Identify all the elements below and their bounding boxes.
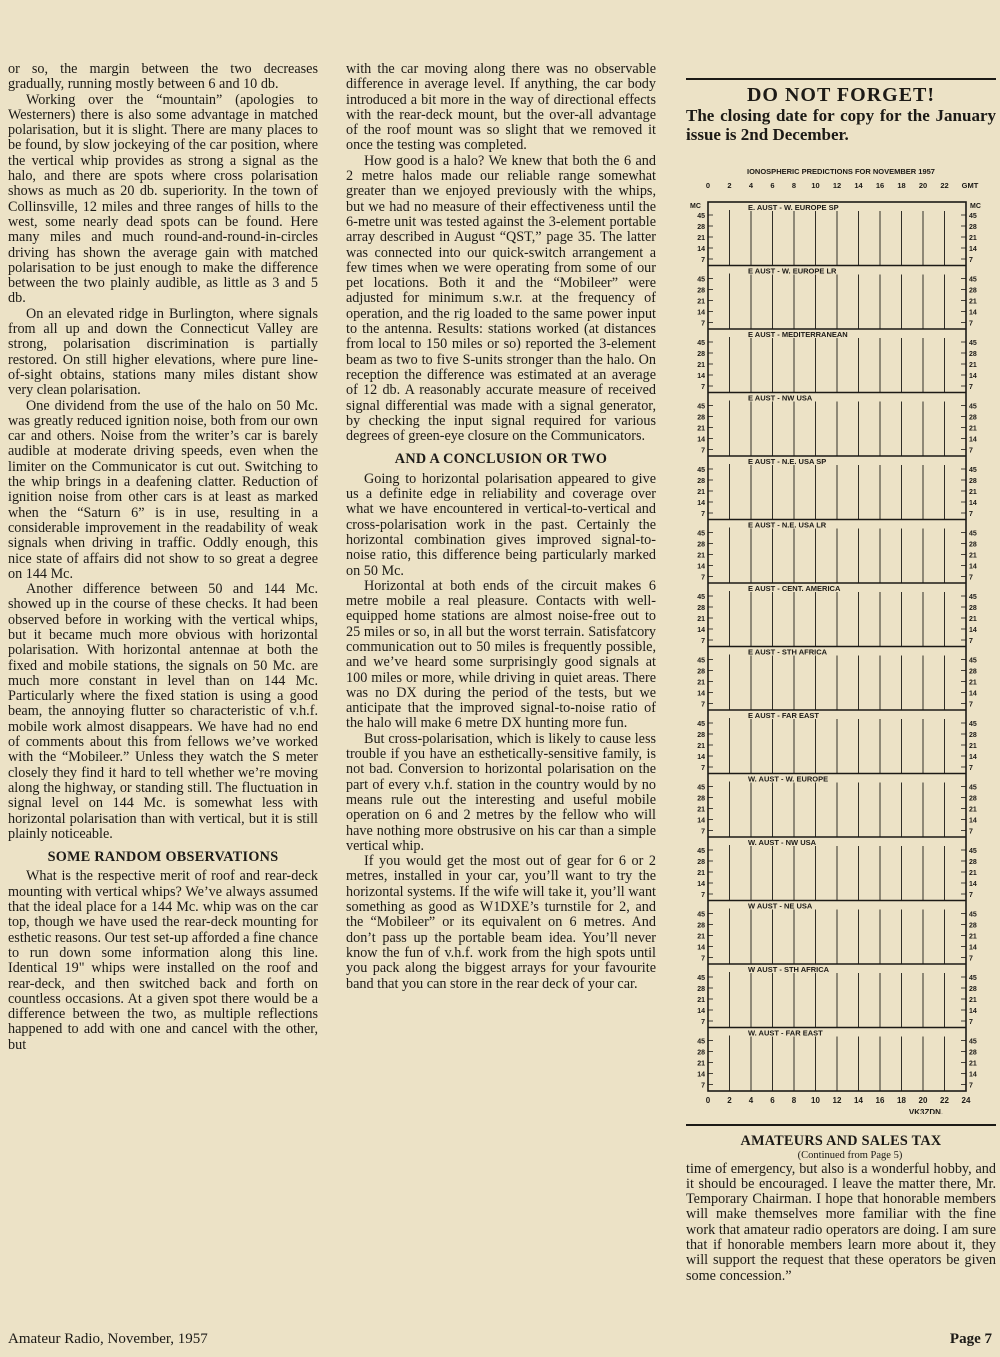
y-tick-label-left: 28 — [697, 224, 705, 231]
y-tick-label-left: 28 — [697, 986, 705, 993]
y-tick-label-left: 21 — [697, 870, 705, 877]
y-tick-label-right: 45 — [969, 721, 977, 728]
panel-route-label: E AUST - MEDITERRANEAN — [748, 330, 848, 339]
y-tick-label-right: 14 — [969, 500, 977, 507]
continued-note: (Continued from Page 5) — [797, 1149, 903, 1161]
y-tick-label-right: 7 — [969, 447, 973, 455]
column-1 — [8, 62, 318, 1053]
y-tick-label-right: 21 — [969, 425, 977, 433]
y-tick-label-left: 45 — [697, 276, 705, 284]
x-tick-label-top: 4 — [748, 181, 754, 190]
y-tick-label-right: 45 — [969, 530, 977, 538]
y-tick-label-right: 7 — [969, 828, 973, 836]
y-tick-label-left: 14 — [697, 1071, 705, 1079]
y-tick-label-left: 28 — [697, 605, 705, 612]
panel-route-label: W AUST - STH AFRICA — [748, 965, 830, 974]
y-tick-label-right: 45 — [969, 276, 977, 284]
panel-route-label: W. AUST - NW USA — [748, 838, 817, 847]
y-tick-label-left: 45 — [697, 1038, 705, 1046]
x-tick-label-bottom: 4 — [748, 1096, 754, 1105]
y-tick-label-left: 45 — [697, 848, 705, 855]
y-tick-label-right: 7 — [969, 384, 973, 391]
chart-title: IONOSPHERIC PREDICTIONS FOR NOVEMBER 1957 — [747, 167, 935, 176]
y-tick-label-left: 7 — [701, 638, 705, 645]
y-tick-label-left: 7 — [701, 320, 705, 328]
paragraph: Going to horizontal polarisation appeared to give us a definite edge in reliability and coverage over what we have encountered in vertical-to-vertical and cross-polarisation work in the past. Certainly the horizontal combination gives improved signal-to-noise ratio, this difference being particularly marked on 50 Mc. — [346, 470, 656, 579]
y-tick-label-right: 28 — [969, 859, 977, 866]
paragraph: with the car moving along there was no observable difference in average level. If anything, the car body introduced a bit more in the way of directional effects with the rear-deck mount, but the over-all advantage of the roof mount was so slight that we removed it once the testing was completed. — [346, 61, 656, 154]
y-tick-label-right: 14 — [969, 1071, 977, 1079]
x-tick-label-top: 10 — [811, 181, 820, 190]
y-tick-label-left: 28 — [697, 541, 705, 549]
y-tick-label-left: 45 — [697, 657, 705, 665]
notice-title: DO NOT FORGET! — [746, 84, 936, 106]
x-tick-label-top: 16 — [875, 181, 885, 190]
paragraph: If you would get the most out of gear for 6 or 2 metres, installed in your car, you’ll want to try the horizontal systems. If the wife will take it, you’ll want something as good as W1DXE’s turnstile for 2, and the “Mobileer” or its equivalent on 6 metres. And don’t pass up the portable beam idea. You’ll never know the fun of v.h.f. work from the high spots until you pack along the biggest arrays for your favourite band that you can store in the rear deck of your car. — [346, 853, 656, 992]
x-tick-label-top: 14 — [854, 181, 863, 190]
y-tick-label-left: 21 — [697, 425, 705, 433]
paragraph: Another difference between 50 and 144 Mc. showed up in the course of these checks. It had been observed before in working with the vertical whips, but it became much more obvious with horizontal polarisation. With horizontal antennae at both the fixed and mobile stations, the signals on 50 Mc. are much more constant in level than on 144 Mc. Particularly where the fixed station is using a good beam, the annoying flutter so characteristic of v.h.f. mobile work almost disappears. We have had no end of comments about this from fellows we’ve worked with the “Mobileer.” Unless they watch the S meter closely they find it hard to tell whether we’re moving along the highway, or standing still. The fluctuation in signal level on 144 Mc. is somewhat less with horizontal polarisation than with vertical, but it is still plainly noticeable. — [8, 581, 318, 842]
y-tick-label-left: 7 — [701, 257, 705, 264]
y-tick-label-right: 7 — [969, 765, 973, 772]
paragraph: How good is a halo? We knew that both the 6 and 2 metre halos made our reliable range somewhat greater than we enjoyed previously with the whips, but we had no measure of their effectiveness until the 6-metre unit was tested against the 3-element portable array described in August “QST,” page 35. The latter was connected into our quick-switch arrangement a few times when we were operating from some of our pet locations. Both it and the “Mobileer” were adjusted for minimum s.w.r. at the frequency of operation, and the rig loaded to the same power input to the antenna. Results: stations worked (at distances from local to 150 miles or so) reported the 3-element beam as two to five S-units stronger than the halo. On reception the difference was estimated at an average of 12 db. A reasonably accurate measure of received signal differential was made with a signal generator, by checking the input signal required for various degrees of green-eye closure on the Communicators. — [346, 152, 656, 445]
x-tick-label-bottom: 24 — [961, 1096, 971, 1105]
paragraph: time of emergency, but also is a wonderful hobby, and it should be encouraged. I leave the matter there, Mr. Temporary Chairman. I hope that honorable members will make themselves more familiar with the fine work that amateur radio operators are doing. I am sure that if honorable members learn more about it, they will support the request that these operators be given some concession.” — [686, 1160, 996, 1284]
y-tick-label-right: 45 — [969, 848, 977, 855]
y-tick-label-right: 21 — [969, 997, 977, 1004]
x-tick-label-top: 8 — [791, 181, 797, 190]
y-tick-label-left: 21 — [697, 933, 705, 941]
y-tick-label-left: 21 — [697, 1060, 705, 1068]
y-tick-label-right: 14 — [969, 754, 977, 761]
paragraph: On an elevated ridge in Burlington, where signals from all up and down the Connecticut Valley are strong, polarisation discrimination is partially restored. On still higher elevations, where pure line-of-sight obtains, stations many miles distant show very clean polarisation. — [8, 305, 318, 399]
x-tick-label-top: 0 — [705, 181, 711, 190]
y-tick-label-left: 7 — [701, 511, 705, 518]
paragraph: Horizontal at both ends of the circuit makes 6 metre mobile a real pleasure. Contacts with well-equipped home stations are almost noise-free out to 25 miles or so, in all but the worst terrain. Satisfatcory communication out to 50 miles is frequently possible, and we’ve heard some surprisingly good signals at 100 miles or more, while driving in quiet areas. There was no DX during the period of the tests, but we anticipate that the improved signal-to-noise ratio of the halo will make 6 metre DX hunting more fun. — [346, 577, 656, 732]
ionospheric-chart-svg — [686, 164, 996, 1114]
x-tick-label-bottom: 20 — [918, 1096, 928, 1105]
y-tick-label-right: 7 — [969, 701, 973, 709]
y-tick-label-left: 14 — [697, 817, 705, 825]
y-tick-label-right: 28 — [969, 414, 977, 422]
y-tick-label-left: 45 — [697, 911, 705, 919]
x-tick-label-top: 20 — [918, 181, 928, 190]
y-tick-label-right: 28 — [969, 986, 977, 993]
section-heading: AND A CONCLUSION OR TWO — [394, 451, 608, 468]
y-tick-label-left: 21 — [697, 235, 705, 242]
y-tick-label-right: 28 — [969, 351, 977, 358]
y-tick-label-left: 14 — [697, 500, 705, 507]
y-tick-label-left: 14 — [697, 754, 705, 761]
x-tick-label-bottom: 2 — [727, 1096, 732, 1105]
y-tick-label-right: 14 — [969, 817, 977, 825]
y-tick-label-left: 28 — [697, 478, 705, 485]
y-tick-label-left: 7 — [701, 574, 705, 582]
y-tick-label-left: 28 — [697, 414, 705, 422]
x-tick-label-top: 22 — [940, 181, 949, 190]
panel-route-label: E AUST - CENT. AMERICA — [748, 584, 841, 593]
x-tick-label-bottom: 18 — [897, 1096, 906, 1105]
y-tick-label-right: 45 — [969, 403, 977, 411]
panel-route-label: E AUST - W. EUROPE LR — [748, 266, 837, 276]
y-tick-label-left: 21 — [697, 298, 705, 306]
y-tick-label-right: 28 — [969, 287, 977, 295]
y-tick-label-left: 28 — [697, 795, 705, 803]
y-tick-label-left: 21 — [697, 743, 705, 750]
y-tick-label-right: 14 — [969, 944, 977, 952]
y-tick-label-right: 7 — [969, 638, 973, 645]
paragraph: Working over the “mountain” (apologies to Westerners) there is also some advantage in matched polarisation, but it is slight. There are many places to be found, by slow jockeying of the car position, where the vertical whip provides as strong a signal as the halo, and there are spots where cross polarisation shows as much as 20 db. superiority. In the town of Collinsville, 12 miles and three ranges of hills to the west, some nearly dead spots can be found. Here many miles and much round-and-round-in-circles driving has shown the average gain with matched polarisation to be just enough to make the difference between the two plainly audible, as little as 3 and 5 db. — [8, 91, 318, 307]
paragraph: What is the respective merit of roof and rear-deck mounting with vertical whips? We’ve always assumed that the ideal place for a 144 Mc. whip was on the car top, though we have used the rear-deck mounting for esthetic reasons. Our test set-up afforded a fine chance to run down some information along this line. Identical 19" whips were installed on the roof and rear-deck, and then switched back and forth on countless occasions. At a given spot there would be a difference between the two, as multiple reflections happened to add with one and cancel with the other, but — [8, 868, 318, 1053]
y-tick-label-right: 7 — [969, 257, 973, 264]
y-tick-label-right: 14 — [969, 309, 977, 317]
y-tick-label-right: 7 — [969, 574, 973, 582]
y-tick-label-left: 45 — [697, 340, 705, 347]
y-tick-label-right: 7 — [969, 955, 973, 963]
y-tick-label-right: 45 — [969, 911, 977, 919]
y-tick-label-left: 45 — [697, 403, 705, 411]
y-tick-label-right: 45 — [969, 1038, 977, 1046]
y-tick-label-right: 14 — [969, 881, 977, 888]
y-tick-label-left: 45 — [697, 467, 705, 474]
y-tick-label-right: 21 — [969, 489, 977, 496]
y-tick-label-left: 14 — [697, 690, 705, 698]
x-tick-label-top: 12 — [832, 181, 842, 190]
y-tick-label-right: 45 — [969, 784, 977, 792]
y-tick-label-left: 28 — [697, 732, 705, 739]
y-tick-label-right: 21 — [969, 616, 977, 623]
y-tick-label-left: 45 — [697, 594, 705, 601]
section-heading: SOME RANDOM OBSERVATIONS — [47, 849, 279, 866]
y-tick-label-right: 45 — [969, 594, 977, 601]
x-tick-label-bottom: 16 — [875, 1096, 885, 1105]
x-tick-label-bottom: 14 — [854, 1096, 863, 1105]
panel-route-label: W AUST - NE USA — [748, 901, 813, 911]
y-tick-label-right: 28 — [969, 478, 977, 485]
y-tick-label-right: 21 — [969, 806, 977, 814]
y-tick-label-left: 14 — [697, 944, 705, 952]
y-tick-label-right: 28 — [969, 541, 977, 549]
y-unit-label-right: MC — [970, 203, 981, 210]
y-tick-label-left: 7 — [701, 828, 705, 836]
y-tick-label-left: 28 — [697, 287, 705, 295]
y-tick-label-right: 7 — [969, 320, 973, 328]
y-tick-label-left: 7 — [701, 701, 705, 709]
y-tick-label-right: 14 — [969, 436, 977, 444]
y-tick-label-left: 14 — [697, 881, 705, 888]
y-tick-label-left: 28 — [697, 351, 705, 358]
x-tick-label-bottom: 12 — [832, 1096, 842, 1105]
y-tick-label-left: 14 — [697, 436, 705, 444]
y-tick-label-right: 21 — [969, 933, 977, 941]
y-tick-label-left: 28 — [697, 1049, 705, 1057]
y-tick-label-right: 45 — [969, 467, 977, 474]
footer-page-number: Page 7 — [949, 1331, 992, 1347]
x-tick-label-top: 2 — [727, 181, 732, 190]
y-tick-label-right: 28 — [969, 1049, 977, 1057]
y-tick-label-left: 45 — [697, 213, 705, 220]
y-tick-label-right: 21 — [969, 743, 977, 750]
y-tick-label-right: 45 — [969, 975, 977, 982]
y-tick-label-left: 14 — [697, 627, 705, 634]
x-tick-label-bottom: 0 — [705, 1096, 711, 1105]
y-tick-label-left: 7 — [701, 1082, 705, 1090]
paragraph: But cross-polarisation, which is likely to cause less trouble if you have an esthetically-sensitive family, is not bad. Conversion to horizontal polarisation on the part of every v.h.f. station in the country would by no means rule out the interesting and useful mobile operation on 6 and 2 metres by the fellow who will have nothing more obstrusive on his car than a simple vertical whip. — [346, 730, 656, 854]
column-2 — [346, 62, 656, 992]
x-tick-label-bottom: 22 — [940, 1096, 949, 1105]
panel-route-label: E AUST - STH AFRICA — [748, 647, 828, 657]
y-tick-label-left: 7 — [701, 384, 705, 391]
y-tick-label-left: 28 — [697, 668, 705, 676]
y-tick-label-right: 28 — [969, 224, 977, 231]
y-tick-label-left: 21 — [697, 362, 705, 369]
y-tick-label-left: 7 — [701, 892, 705, 899]
y-tick-label-right: 7 — [969, 892, 973, 899]
y-tick-label-right: 7 — [969, 1019, 973, 1026]
x-tick-label-top: 6 — [770, 181, 775, 190]
y-tick-label-right: 7 — [969, 1082, 973, 1090]
y-tick-label-right: 14 — [969, 373, 977, 380]
y-tick-label-right: 21 — [969, 1060, 977, 1068]
y-tick-label-left: 28 — [697, 922, 705, 930]
x-tick-label-bottom: 6 — [770, 1096, 775, 1105]
y-tick-label-left: 45 — [697, 530, 705, 538]
y-tick-label-right: 28 — [969, 795, 977, 803]
paragraph: One dividend from the use of the halo on 50 Mc. was greatly reduced ignition noise, both from our own car and others. Noise from the writer’s car is barely audible at moderate driving speeds, even when the limiter on the Communicator is cut out. Switching to the whip brings in a deafening clatter. Reduction of ignition noise from other cars is at least as marked when the “Saturn 6” is in use, resulting in a considerable improvement in the readability of weak signals when driving in traffic. Oddly enough, this nice state of affairs did not show to so great a degree on 144 Mc. — [8, 397, 318, 582]
y-tick-label-right: 28 — [969, 668, 977, 676]
y-tick-label-left: 21 — [697, 679, 705, 687]
y-tick-label-right: 14 — [969, 627, 977, 634]
y-tick-label-right: 21 — [969, 298, 977, 306]
panel-route-label: W. AUST - W. EUROPE — [748, 774, 829, 784]
panel-route-label: W. AUST - FAR EAST — [748, 1028, 823, 1038]
paragraph: or so, the margin between the two decreases gradually, running mostly between 6 and 10 db. — [8, 61, 318, 93]
y-tick-label-right: 21 — [969, 679, 977, 687]
y-tick-label-left: 45 — [697, 784, 705, 792]
x-tick-label-top: GMT — [961, 181, 979, 190]
y-tick-label-left: 21 — [697, 489, 705, 496]
y-tick-label-left: 21 — [697, 552, 705, 560]
y-tick-label-right: 45 — [969, 657, 977, 665]
y-tick-label-left: 14 — [697, 563, 705, 571]
x-tick-label-top: 18 — [897, 181, 906, 190]
y-tick-label-left: 7 — [701, 1019, 705, 1026]
y-tick-label-right: 45 — [969, 213, 977, 220]
panel-route-label: E AUST - NW USA — [748, 393, 813, 403]
y-tick-label-right: 21 — [969, 870, 977, 877]
y-unit-label-left: MC — [690, 203, 701, 210]
notice-text: The closing date for copy for the January issue is 2nd December. — [686, 106, 996, 144]
y-tick-label-right: 21 — [969, 362, 977, 369]
y-tick-label-left: 21 — [697, 616, 705, 623]
y-tick-label-left: 45 — [697, 975, 705, 982]
y-tick-label-left: 7 — [701, 765, 705, 772]
divider — [686, 1124, 996, 1126]
y-tick-label-left: 21 — [697, 806, 705, 814]
y-tick-label-right: 45 — [969, 340, 977, 347]
y-tick-label-right: 28 — [969, 732, 977, 739]
y-tick-label-right: 28 — [969, 605, 977, 612]
y-tick-label-left: 7 — [701, 447, 705, 455]
panel-route-label: E AUST - FAR EAST — [748, 711, 819, 720]
y-tick-label-right: 21 — [969, 552, 977, 560]
y-tick-label-right: 28 — [969, 922, 977, 930]
footer-publication: Amateur Radio, November, 1957 — [8, 1331, 208, 1347]
y-tick-label-right: 7 — [969, 511, 973, 518]
panel-route-label: E AUST - N.E. USA LR — [748, 520, 827, 530]
panel-route-label: E AUST - N.E. USA SP — [748, 457, 827, 466]
notice-box — [686, 78, 996, 144]
y-tick-label-left: 14 — [697, 373, 705, 380]
y-tick-label-left: 14 — [697, 1008, 705, 1015]
ionospheric-chart — [686, 164, 996, 1118]
section-heading: AMATEURS AND SALES TAX — [740, 1133, 942, 1150]
y-tick-label-right: 14 — [969, 690, 977, 698]
y-tick-label-right: 14 — [969, 563, 977, 571]
y-tick-label-left: 28 — [697, 859, 705, 866]
column-3 — [686, 78, 996, 1284]
y-tick-label-left: 14 — [697, 246, 705, 253]
y-tick-label-left: 7 — [701, 955, 705, 963]
chart-signature: VK3ZDN. — [908, 1108, 944, 1114]
panel-route-label: E. AUST - W. EUROPE SP — [748, 203, 839, 212]
y-tick-label-left: 14 — [697, 309, 705, 317]
x-tick-label-bottom: 8 — [791, 1096, 797, 1105]
y-tick-label-left: 45 — [697, 721, 705, 728]
x-tick-label-bottom: 10 — [811, 1096, 820, 1105]
y-tick-label-right: 14 — [969, 246, 977, 253]
y-tick-label-left: 21 — [697, 997, 705, 1004]
y-tick-label-right: 14 — [969, 1008, 977, 1015]
y-tick-label-right: 21 — [969, 235, 977, 242]
